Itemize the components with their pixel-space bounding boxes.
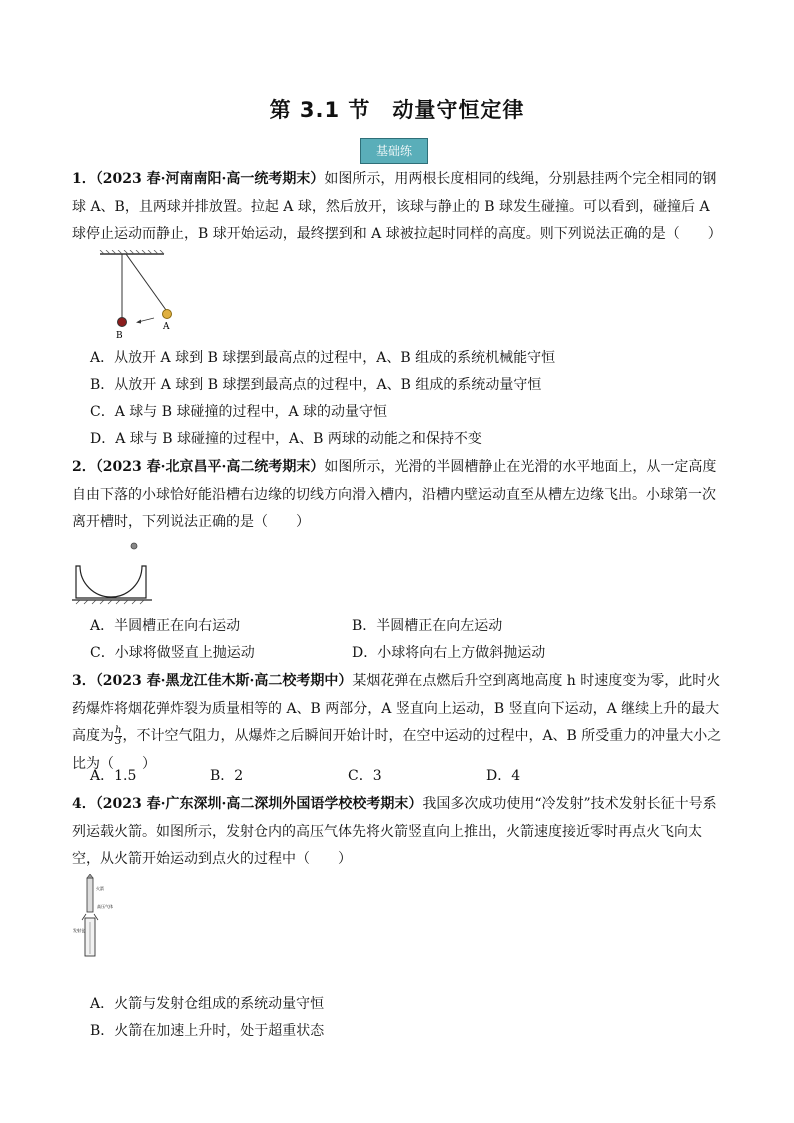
pendium-figure: [98, 250, 194, 342]
section-badge: 基础练: [360, 138, 428, 164]
option-c: C．3: [348, 768, 382, 784]
option-a: A．从放开 A 球到 B 球摆到最高点的过程中，A、B 组成的系统机械能守恒: [90, 350, 556, 366]
option-d: D．A 球与 B 球碰撞的过程中，A、B 两球的动能之和保持不变: [90, 431, 482, 447]
question-4: [72, 791, 727, 874]
question-stem-b: ，不计空气阻力，从爆炸之后瞬间开始计时，在空中运动的过程中，A、B 所受重力的冲量大小之比为（ ）: [72, 728, 722, 772]
question-stem: 如图所示，用两根长度相同的线绳，分别悬挂两个完全相同的钢球 A、B，且两球并排放置。拉起 A 球，然后放开，该球与静止的 B 球发生碰撞。可以看到，碰撞后 A 球停止运动而静止，B 球开始运动，最终摆到和 A 球被拉起时同样的高度。则下列说法正确的是（ ）: [72, 171, 722, 242]
option-a: A．火箭与发射仓组成的系统动量守恒: [90, 996, 325, 1012]
option-c: C．小球将做竖直上抛运动: [90, 645, 255, 661]
question-stem: 如图所示，光滑的半圆槽静止在光滑的水平地面上，从一定高度自由下落的小球恰好能沿槽右边缘的切线方向滑入槽内，沿槽内壁运动直至从槽左边缘飞出。小球第一次离开槽时，下列说法正确的是（ ）: [72, 459, 717, 530]
rocket-launch-figure: [72, 874, 120, 958]
rocket-label: 火箭: [96, 886, 104, 891]
ball-a-label: A: [163, 322, 170, 332]
silo-label: 发射仓: [73, 928, 85, 933]
option-d: D．4: [486, 768, 521, 784]
question-2: [72, 454, 727, 537]
question-stem: 我国多次成功使用“冷发射”技术发射长征十号系列运载火箭。如图所示，发射仓内的高压气体先将火箭竖直向上推出，火箭速度接近零时再点火飞向太空，从火箭开始运动到点火的过程中（ ）: [72, 796, 717, 867]
option-d: D．小球将向右上方做斜抛运动: [352, 645, 546, 661]
page-title: 第 3.1 节 动量守恒定律: [269, 98, 525, 122]
question-source: （2023 春·北京昌平·高二统考期末）: [95, 459, 325, 475]
question-source: （2023 春·黑龙江佳木斯·高二校考期中）: [95, 673, 353, 689]
question-source: （2023 春·广东深圳·高二深圳外国语学校校考期末）: [95, 796, 423, 812]
fraction-h-over-3: $\frac{h}{3}$: [115, 724, 122, 747]
question-1: [72, 166, 727, 249]
option-c: C．A 球与 B 球碰撞的过程中，A 球的动量守恒: [90, 404, 388, 420]
question-3: [72, 668, 727, 778]
question-stem-a: 某烟花弹在点燃后升空到离地高度 h 时速度变为零，此时火药爆炸将烟花弹炸裂为质量相等的 A、B 两部分，A 竖直向上运动，B 竖直向下运动，A 继续上升的最大高度为: [72, 673, 721, 744]
gas-label: 高压气体: [97, 904, 113, 909]
question-number: 1．: [72, 171, 96, 187]
option-b: B．2: [210, 768, 244, 784]
option-b: B．火箭在加速上升时，处于超重状态: [90, 1023, 325, 1039]
option-b: B．半圆槽正在向左运动: [352, 618, 503, 634]
half-pipe-figure: [72, 538, 152, 608]
option-b: B．从放开 A 球到 B 球摆到最高点的过程中，A、B 组成的系统动量守恒: [90, 377, 542, 393]
ball-b-label: B: [116, 331, 123, 341]
option-a: A．1.5: [90, 768, 137, 784]
question-number: 3．: [72, 673, 96, 689]
option-a: A．半圆槽正在向右运动: [90, 618, 241, 634]
question-number: 4．: [72, 796, 96, 812]
question-source: （2023 春·河南南阳·高一统考期末）: [95, 171, 325, 187]
question-number: 2．: [72, 459, 96, 475]
